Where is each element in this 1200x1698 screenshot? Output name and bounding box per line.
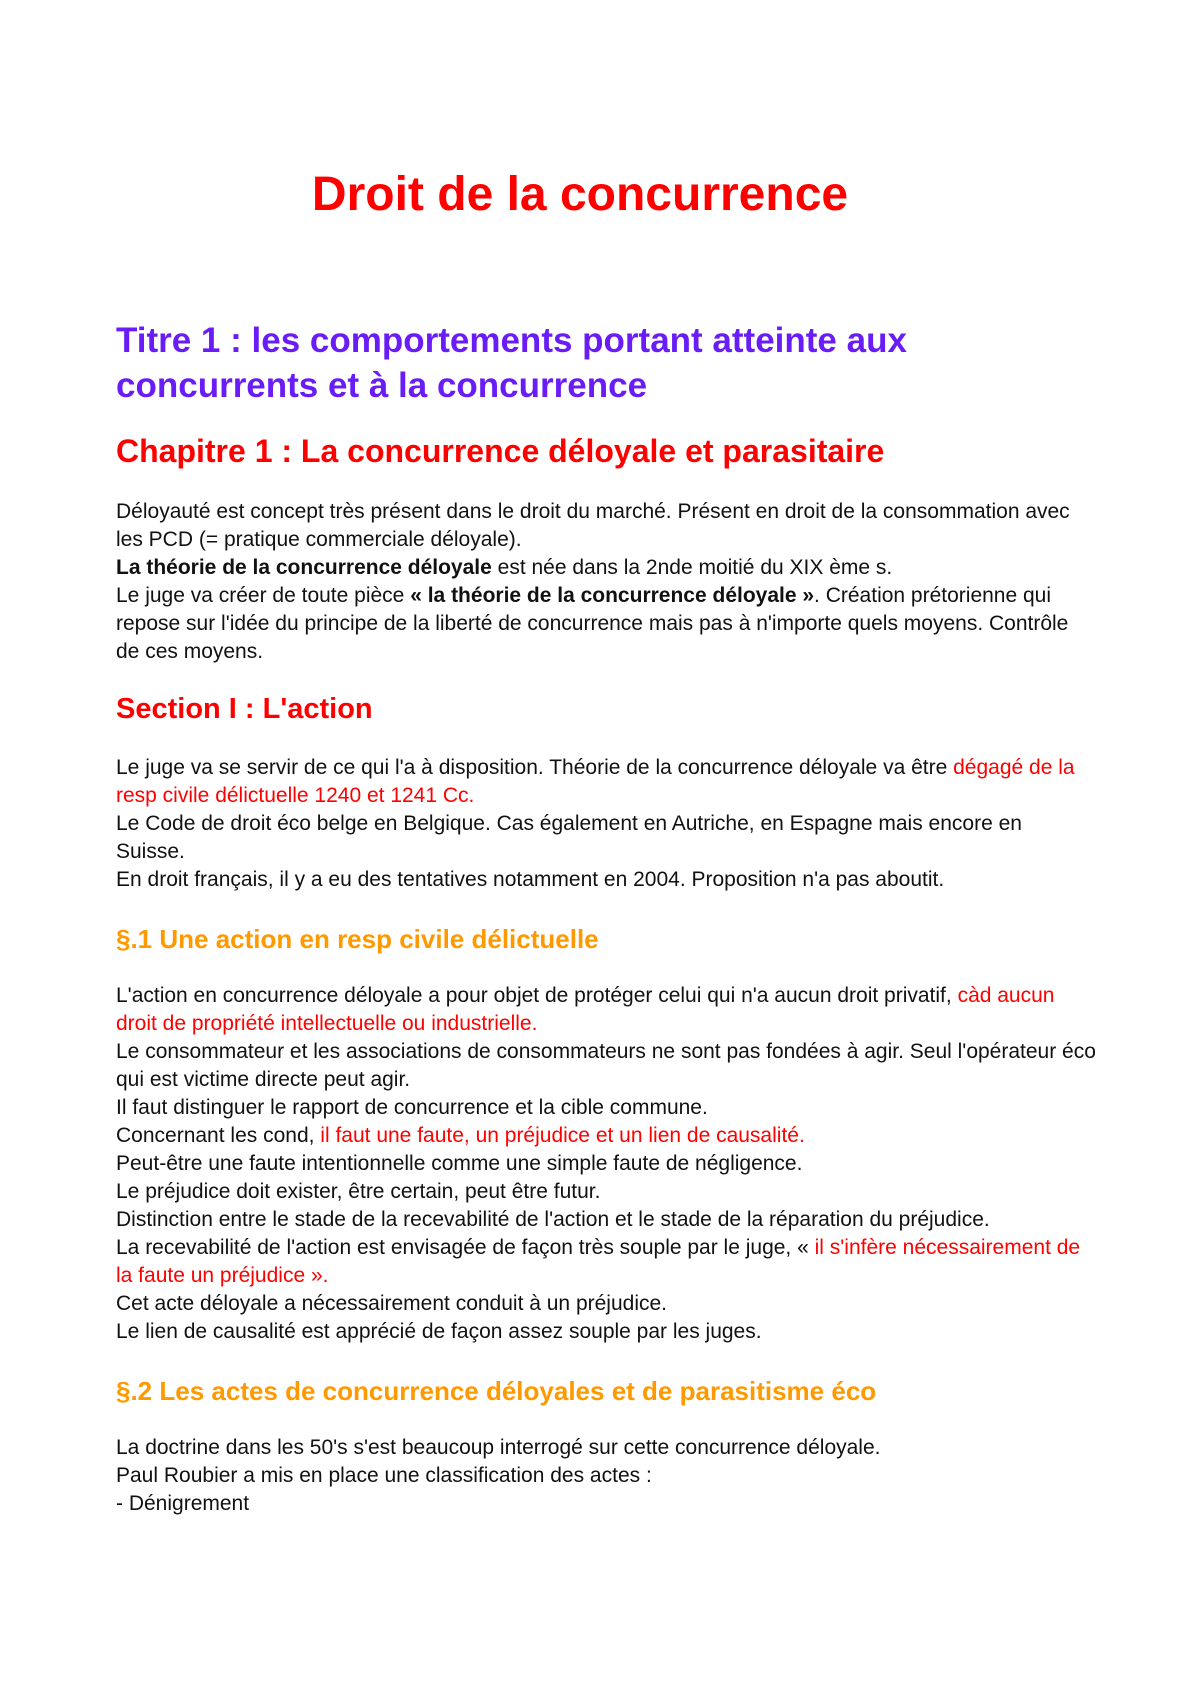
section-1-line-3: En droit français, il y a eu des tentatives notamment en 2004. Proposition n'a pas aboutit. <box>116 868 945 891</box>
para-1-line-4-start: Concernant les cond, <box>116 1124 321 1147</box>
para-1-line-5: Peut-être une faute intentionnelle comme une simple faute de négligence. <box>116 1152 803 1175</box>
para-1-highlight-1: càd aucun droit de propriété intellectuelle ou industrielle. <box>116 984 1055 1035</box>
intro-line-3-end: . Création prétorienne qui repose sur l'idée du principe de la liberté de concurrence mais pas à n'importe quels moyens. Contrôle de ces moyens. <box>116 584 1069 663</box>
section-1-heading: Section I : L'action <box>116 693 373 725</box>
para-1-highlight-2: il faut une faute, un préjudice et un lien de causalité. <box>320 1124 805 1147</box>
intro-quoted-theory: « la théorie de la concurrence déloyale » <box>410 584 815 607</box>
intro-line-1: Déloyauté est concept très présent dans le droit du marché. Présent en droit de la consommation avec les PCD (= pratique commerciale déloyale). <box>116 500 1070 551</box>
para-1-line-7: Distinction entre le stade de la recevabilité de l'action et le stade de la réparation du préjudice. <box>116 1208 990 1231</box>
intro-line-3 <box>116 582 1096 666</box>
para-1-line-8 <box>116 1234 1096 1290</box>
para-1-line-10: Le lien de causalité est apprécié de façon assez souple par les juges. <box>116 1320 762 1343</box>
para-1-line-6: Le préjudice doit exister, être certain, peut être futur. <box>116 1180 601 1203</box>
intro-line-2 <box>116 554 1096 582</box>
para-1-line-9: Cet acte déloyale a nécessairement conduit à un préjudice. <box>116 1292 668 1315</box>
chapitre-1-heading: Chapitre 1 : La concurrence déloyale et parasitaire <box>116 433 885 469</box>
para-2-line-3: - Dénigrement <box>116 1492 250 1515</box>
para-1-highlight-3: il s'infère nécessairement de la faute un préjudice ». <box>116 1236 1081 1287</box>
para-2-line-2: Paul Roubier a mis en place une classification des actes : <box>116 1464 652 1487</box>
para-1-line-1 <box>116 982 1096 1038</box>
section-1-line-1-start: Le juge va se servir de ce qui l'a à disposition. Théorie de la concurrence déloyale va être <box>116 756 954 779</box>
para-1-line-8-start: La recevabilité de l'action est envisagée de façon très souple par le juge, « <box>116 1236 815 1259</box>
section-1-highlight: dégagé de la resp civile délictuelle 1240 et 1241 Cc. <box>116 756 1075 807</box>
section-1-line-2: Le Code de droit éco belge en Belgique. Cas également en Autriche, en Espagne mais encore en Suisse. <box>116 812 1022 863</box>
document-body <box>116 318 1096 1518</box>
intro-line-2-rest: est née dans la 2nde moitié du XIX ème s. <box>491 556 893 579</box>
para-2-line-1: La doctrine dans les 50's s'est beaucoup interrogé sur cette concurrence déloyale. <box>116 1436 881 1459</box>
paragraphe-2-heading: §.2 Les actes de concurrence déloyales et de parasitisme éco <box>116 1376 877 1406</box>
section-1-paragraph <box>116 754 1096 894</box>
para-1-line-2: Le consommateur et les associations de consommateurs ne sont pas fondées à agir. Seul l'opérateur éco qui est victime directe peut agir. <box>116 1040 1096 1091</box>
titre-1-heading: Titre 1 : les comportements portant atteinte aux concurrents et à la concurrence <box>116 321 907 405</box>
section-1-line-1 <box>116 754 1096 810</box>
intro-bold-term: La théorie de la concurrence déloyale <box>116 556 492 579</box>
paragraphe-1-text <box>116 982 1096 1346</box>
para-1-line-4 <box>116 1122 1096 1150</box>
intro-paragraph <box>116 498 1096 666</box>
paragraphe-2-text <box>116 1434 1096 1518</box>
paragraphe-1-heading: §.1 Une action en resp civile délictuelle <box>116 924 599 954</box>
document-title: Droit de la concurrence <box>311 168 849 221</box>
para-1-line-1-start: L'action en concurrence déloyale a pour objet de protéger celui qui n'a aucun droit privatif, <box>116 984 958 1007</box>
intro-line-3-start: Le juge va créer de toute pièce <box>116 584 411 607</box>
para-1-line-3: Il faut distinguer le rapport de concurrence et la cible commune. <box>116 1096 708 1119</box>
